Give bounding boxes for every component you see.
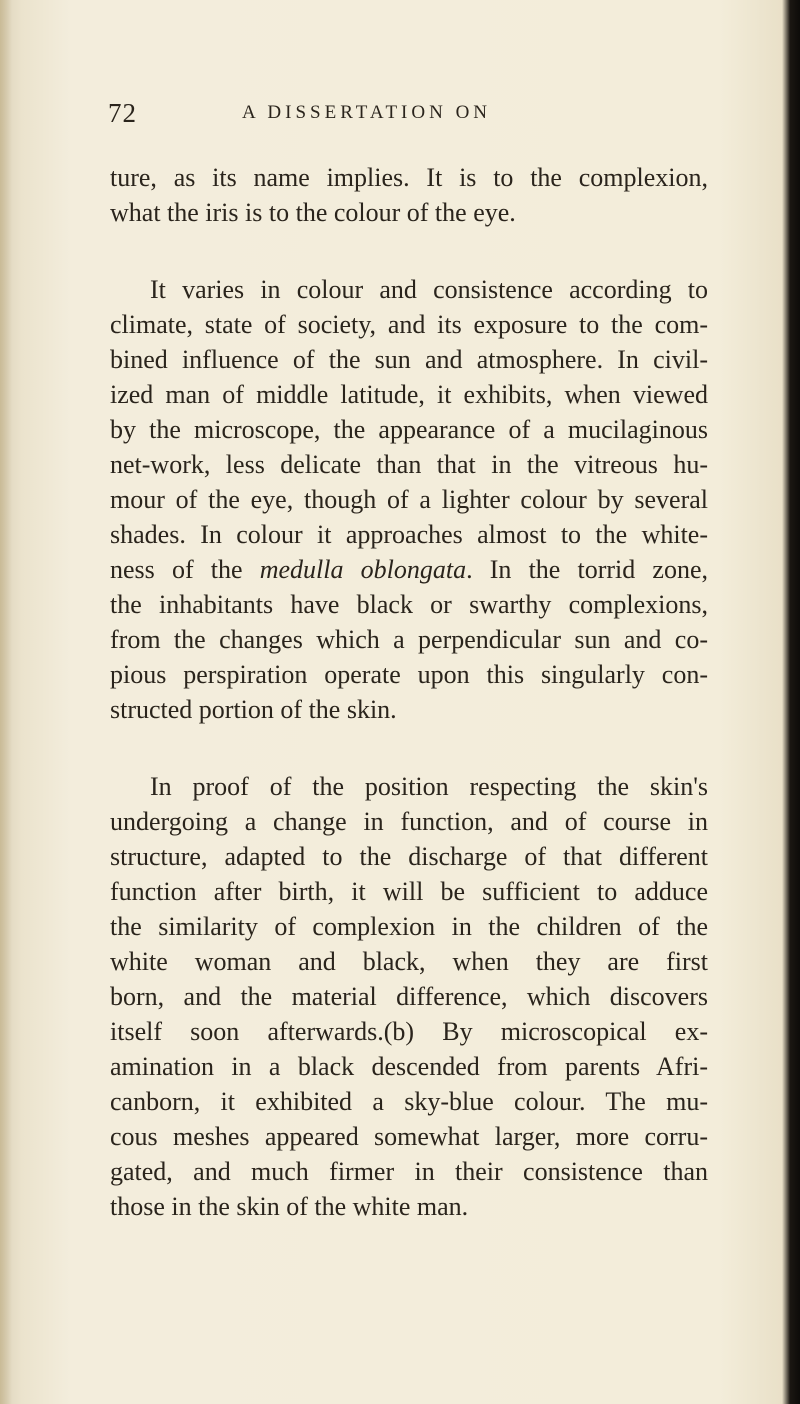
text-line: shades. In colour it approaches almost to the white- (110, 520, 708, 549)
text-line: It varies in colour and consistence according to (150, 275, 708, 304)
paragraph-1 (110, 160, 708, 230)
text-line: cous meshes appeared somewhat larger, more corru- (110, 1122, 708, 1151)
text-line: ized man of middle latitude, it exhibits, when viewed (110, 380, 708, 409)
text-line: from the changes which a perpendicular sun and co- (110, 625, 708, 654)
text-line: ture, as its name implies. It is to the complexion, (110, 163, 708, 192)
text-line: white woman and black, when they are first (110, 947, 708, 976)
page-number: 72 (108, 98, 137, 128)
body-text (110, 160, 708, 1224)
text-line: pious perspiration operate upon this singularly con- (110, 660, 708, 689)
text-line: net-work, less delicate than that in the vitreous hu- (110, 450, 708, 479)
text-line: by the microscope, the appearance of a mucilaginous (110, 415, 708, 444)
text-line: itself soon afterwards.(b) By microscopical ex- (110, 1017, 708, 1046)
text-line: mour of the eye, though of a lighter colour by several (110, 485, 708, 514)
text-line: In proof of the position respecting the skin's (150, 772, 708, 801)
text-line: the similarity of complexion in the children of the (110, 912, 708, 941)
running-head: A DISSERTATION ON (242, 102, 492, 123)
paragraph-gap (110, 727, 708, 769)
text-line: those in the skin of the white man. (110, 1192, 469, 1221)
text-line: born, and the material difference, which discovers (110, 982, 708, 1011)
text-line: the inhabitants have black or swarthy complexions, (110, 590, 708, 619)
text-line: what the iris is to the colour of the eye. (110, 198, 516, 227)
page-header (108, 98, 708, 138)
text-line: structed portion of the skin. (110, 695, 397, 724)
italic-term: medulla oblongata (259, 555, 467, 584)
binding-shadow (0, 0, 12, 1404)
text-line: function after birth, it will be sufficient to adduce (110, 877, 708, 906)
text-line: undergoing a change in function, and of course in (110, 807, 708, 836)
text-line: amination in a black descended from parents Afri- (110, 1052, 708, 1081)
text-line: structure, adapted to the discharge of that different (110, 842, 708, 871)
paragraph-2 (110, 272, 708, 727)
text-line: ness of the medulla oblongata. In the torrid zone, (110, 555, 708, 584)
text-line: bined influence of the sun and atmosphere. In civil- (110, 345, 708, 374)
text-line: gated, and much firmer in their consistence than (110, 1157, 708, 1186)
paragraph-3 (110, 769, 708, 1224)
text-line: canborn, it exhibited a sky-blue colour. The mu- (110, 1087, 708, 1116)
paragraph-gap (110, 230, 708, 272)
text-line: climate, state of society, and its exposure to the com- (110, 310, 708, 339)
